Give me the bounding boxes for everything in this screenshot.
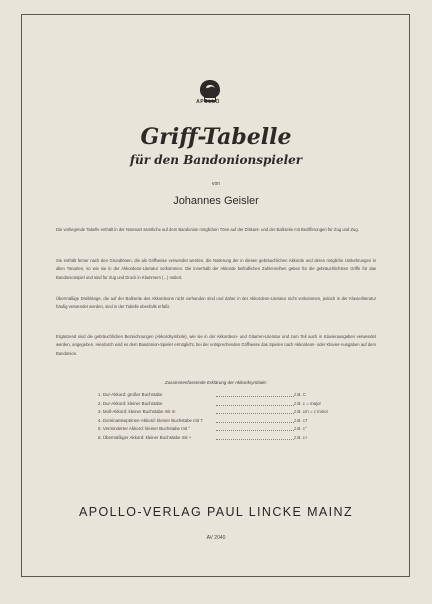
author-name: Johannes Geisler [173, 195, 259, 207]
legend-item-value: z.B. c+ [294, 434, 308, 440]
legend-item [98, 417, 328, 426]
intro-paragraph-3: Übermäßige Dreiklänge, die auf der Baßseite des Akkordeons nicht vorhanden sind und daher in der Akkordeon-Literatur nicht vorkommen, jedoch in der Klavierliteratur häufig verwendet werden, sind in der Tabelle ebenfalls erfaßt. [56, 296, 376, 310]
legend-item-label: 2. Dur-Akkord: kleiner Buchstabe [98, 400, 163, 406]
intro-paragraph-1: Die vorliegende Tabelle enthält in der Notenart sämtliche auf dem Bandonion möglichen Töne auf der Diskant- und der Baßseite mit Bezifferungen für Zug und Zug. [56, 227, 359, 232]
legend-item-label: 6. Übermäßiger Akkord: kleiner Buchstabe mit + [98, 434, 192, 440]
publisher-name: APOLLO-VERLAG PAUL LINCKE MAINZ [78, 505, 354, 519]
legend-item-label: 1. Dur-Akkord: großer Buchstabe [98, 392, 163, 397]
intro-paragraph-4: Ergänzend sind die gebräuchlichen Bezeichnungen (Akkordsymbole), wie sie in der Akkordeon- und Gitarren-Literatur und zum Teil auch in Klavierausgaben verwendet werden, angegeben. Hierdurch wird es dem Bandonion-Spieler ermöglicht, bei der entsprechenden Griffweise das Spielen nach Akkordeon- oder Klavier-Ausgaben auf dem Bandonion. [56, 334, 376, 356]
dotted-leader [216, 439, 294, 440]
dotted-leader [216, 422, 294, 423]
legend-item [98, 425, 328, 434]
dotted-leader [216, 413, 294, 414]
catalog-number: AV 2040 [206, 535, 226, 541]
page-title: Griff-Tabelle [140, 124, 292, 150]
logo-text: APOLLO [196, 99, 220, 105]
legend-item [98, 400, 328, 409]
page-subtitle: für den Bandonionspieler [129, 153, 303, 167]
dotted-leader [216, 405, 294, 406]
legend-item-label: 4. Dominantseptimen-Akkord: kleiner Buchstabe mit 7 [98, 417, 203, 423]
by-label: von [211, 181, 221, 187]
legend-item-value: z.B. cm = c minor [294, 409, 329, 414]
chord-legend-list [98, 391, 328, 442]
legend-title: Zusammenfassende Erklärung der Akkordsymbole: [164, 380, 268, 385]
legend-item-value: z.B. c7 [294, 417, 308, 423]
intro-paragraph-2: Sie enthält ferner nach den Grundtönen, die als Griffweise verwendet werden, die Notierung der in diesen gebräuchlichen Akkorde und deren mögliche Umkehrungen in allen Tonarten, so wie sie in der Akkordeon-Literatur vorkommen. Die innerhalb der Akkorde befindlichen Zahlenreihen geben für die gebräuchlichsten Griffe für das Bandonionspiel und sind für Zug und Druck in Klammern (...) notiert. [56, 258, 376, 280]
dotted-leader [216, 396, 294, 397]
legend-item [98, 408, 328, 417]
legend-item-value: z.B. c = major [294, 400, 321, 406]
legend-item-value: z.B. C [294, 392, 306, 397]
dotted-leader [216, 430, 294, 431]
legend-item-label: 5. Verminderter Akkord: kleiner Buchstabe mit ° [98, 426, 191, 431]
legend-item-label: 3. Moll-Akkord: kleiner Buchstabe mit m [98, 409, 176, 414]
legend-item [98, 434, 328, 443]
legend-item-value: z.B. c° [294, 426, 307, 431]
legend-item [98, 391, 328, 400]
